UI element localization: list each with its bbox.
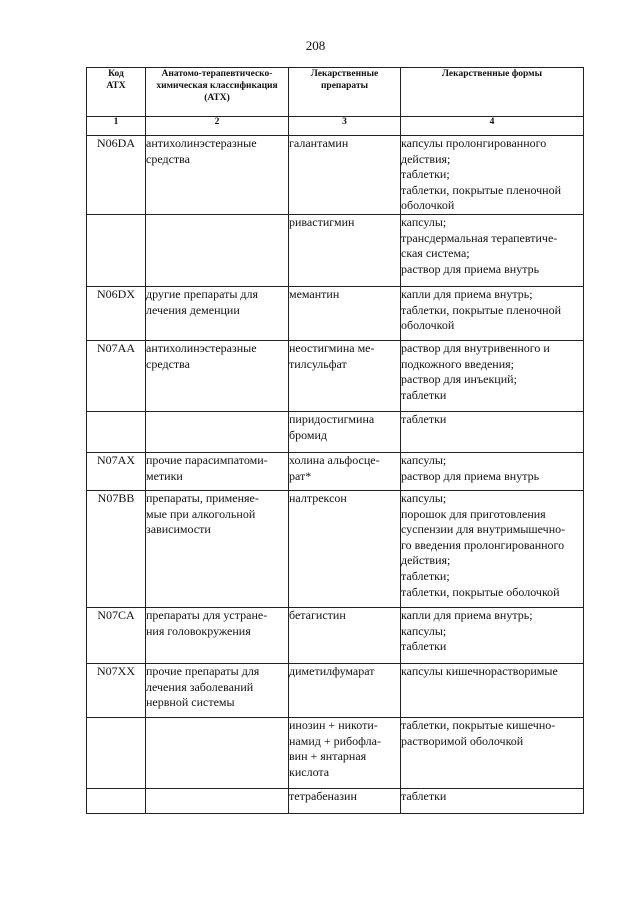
dosage-forms: раствор для внутривенного и подкожного введения; раствор для инъекций; таблетки: [401, 341, 584, 412]
table-row: [87, 608, 584, 664]
drug-name: неостигмина ме- тилсульфат: [289, 341, 401, 412]
atc-code: N06DX: [87, 287, 146, 341]
atc-code: [87, 215, 146, 287]
table-row: [87, 341, 584, 412]
dosage-forms: капли для приема внутрь; капсулы; таблетки: [401, 608, 584, 664]
dosage-forms: таблетки: [401, 789, 584, 814]
atc-classification: препараты, применяе- мые при алкогольной зависимости: [146, 491, 289, 608]
column-number: 2: [146, 117, 289, 136]
atc-classification: [146, 718, 289, 789]
table-row: [87, 136, 584, 215]
atc-classification: другие препараты для лечения деменции: [146, 287, 289, 341]
dosage-forms: таблетки: [401, 412, 584, 453]
atc-code: N06DA: [87, 136, 146, 215]
atc-classification: [146, 412, 289, 453]
atc-code: N07AA: [87, 341, 146, 412]
atc-classification: антихолинэстеразные средства: [146, 136, 289, 215]
table-header-row: [87, 68, 584, 117]
atc-code: N07BB: [87, 491, 146, 608]
table-row: [87, 287, 584, 341]
drug-name: пиридостигмина бромид: [289, 412, 401, 453]
drug-name: бетагистин: [289, 608, 401, 664]
atc-classification: [146, 789, 289, 814]
dosage-forms: таблетки, покрытые кишечно- растворимой оболочкой: [401, 718, 584, 789]
atc-classification: прочие парасимпатоми- метики: [146, 453, 289, 491]
dosage-forms: капсулы пролонгированного действия; таблетки; таблетки, покрытые пленочной оболочкой: [401, 136, 584, 215]
drug-name: галантамин: [289, 136, 401, 215]
atc-classification: прочие препараты для лечения заболеваний нервной системы: [146, 664, 289, 718]
header-code: Код АТХ: [87, 68, 146, 117]
table-row: [87, 718, 584, 789]
dosage-forms: капсулы; раствор для приема внутрь: [401, 453, 584, 491]
atc-code: [87, 789, 146, 814]
drug-name: мемантин: [289, 287, 401, 341]
drug-name: холина альфосце- рат*: [289, 453, 401, 491]
atc-code: N07AX: [87, 453, 146, 491]
atc-table: [86, 67, 584, 814]
page-number: 208: [305, 38, 326, 53]
table-row: [87, 664, 584, 718]
dosage-forms: капсулы кишечнорастворимые: [401, 664, 584, 718]
table-row: [87, 789, 584, 814]
atc-classification: антихолинэстеразные средства: [146, 341, 289, 412]
table-row: [87, 412, 584, 453]
dosage-forms: капсулы; порошок для приготовления суспензии для внутримышечно- го введения пролонгированного действия; таблетки; таблетки, покрытые оболочкой: [401, 491, 584, 608]
table-row: [87, 453, 584, 491]
column-number: 3: [289, 117, 401, 136]
atc-code: [87, 412, 146, 453]
atc-code: N07CA: [87, 608, 146, 664]
atc-code: [87, 718, 146, 789]
column-number: 4: [401, 117, 584, 136]
dosage-forms: капли для приема внутрь; таблетки, покрытые пленочной оболочкой: [401, 287, 584, 341]
drug-name: налтрексон: [289, 491, 401, 608]
atc-classification: [146, 215, 289, 287]
table-row: [87, 491, 584, 608]
drug-name: ривастигмин: [289, 215, 401, 287]
header-forms: Лекарственные формы: [401, 68, 584, 117]
atc-classification: препараты для устране- ния головокружения: [146, 608, 289, 664]
table-row: [87, 215, 584, 287]
header-classification: Анатомо-терапевтическо- химическая классификация (АТХ): [146, 68, 289, 117]
drug-name: тетрабеназин: [289, 789, 401, 814]
drug-name: диметилфумарат: [289, 664, 401, 718]
column-number: 1: [87, 117, 146, 136]
column-number-row: [87, 117, 584, 136]
drug-name: инозин + никоти- намид + рибофла- вин + янтарная кислота: [289, 718, 401, 789]
header-drugs: Лекарственные препараты: [289, 68, 401, 117]
atc-code: N07XX: [87, 664, 146, 718]
dosage-forms: капсулы; трансдермальная терапевтиче- ская система; раствор для приема внутрь: [401, 215, 584, 287]
